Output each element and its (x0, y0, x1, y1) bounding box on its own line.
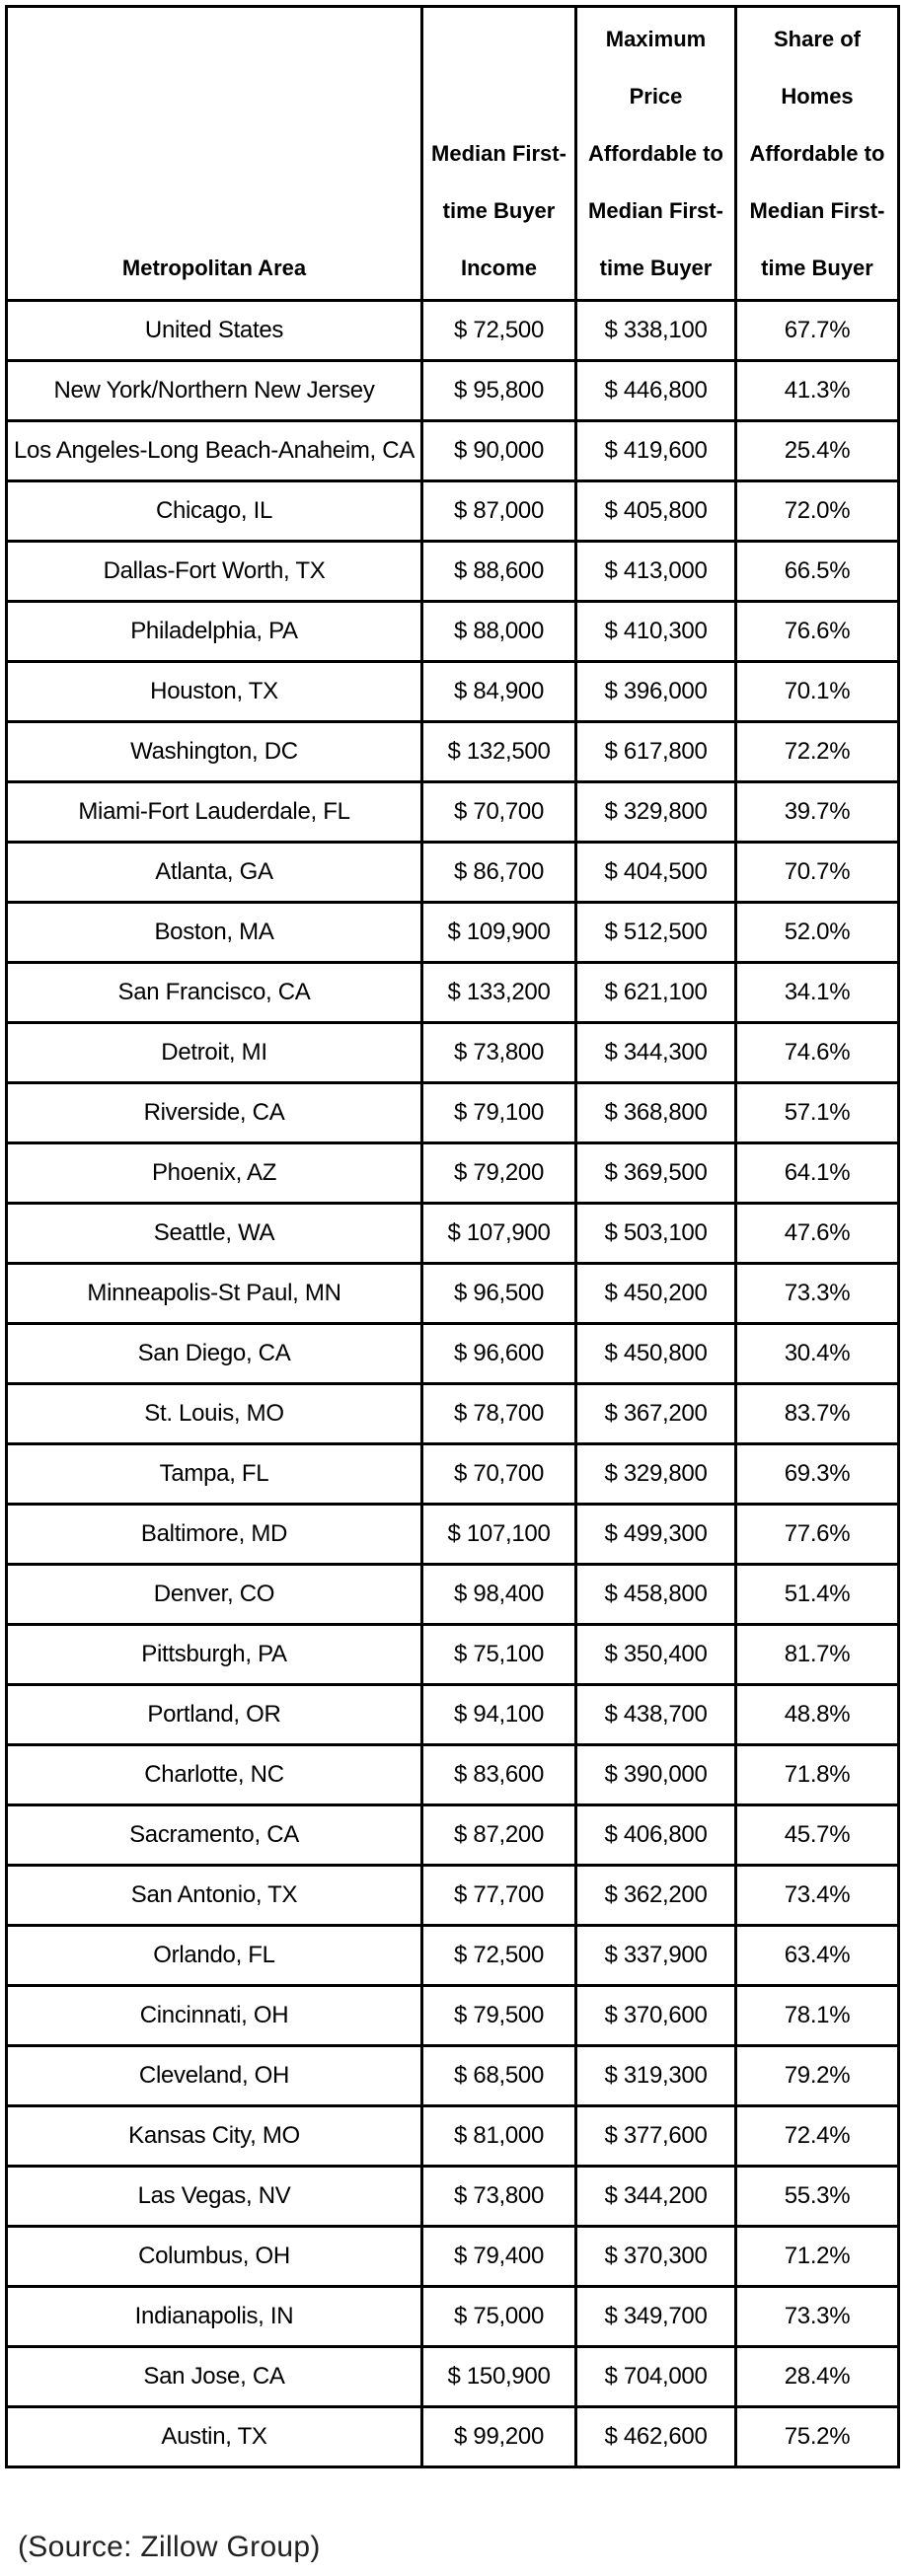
cell-share-affordable: 48.8% (736, 1685, 899, 1745)
cell-median-income: $ 94,100 (422, 1685, 576, 1745)
cell-median-income: $ 73,800 (422, 1023, 576, 1083)
cell-median-income: $ 87,000 (422, 481, 576, 542)
cell-median-income: $ 107,900 (422, 1204, 576, 1264)
cell-metropolitan-area: Las Vegas, NV (7, 2167, 422, 2227)
cell-metropolitan-area: Denver, CO (7, 1565, 422, 1625)
cell-metropolitan-area: Riverside, CA (7, 1083, 422, 1143)
cell-share-affordable: 67.7% (736, 301, 899, 361)
cell-max-affordable-price: $ 370,600 (576, 1986, 736, 2046)
cell-metropolitan-area: Columbus, OH (7, 2227, 422, 2287)
table-row (7, 1926, 899, 1986)
table-row (7, 542, 899, 602)
cell-share-affordable: 81.7% (736, 1625, 899, 1685)
cell-metropolitan-area: United States (7, 301, 422, 361)
header-share-affordable: Share of Homes Affordable to Median First-time Buyer (736, 7, 899, 301)
cell-max-affordable-price: $ 446,800 (576, 361, 736, 421)
cell-max-affordable-price: $ 337,900 (576, 1926, 736, 1986)
table-row (7, 1204, 899, 1264)
cell-max-affordable-price: $ 377,600 (576, 2106, 736, 2167)
cell-metropolitan-area: St. Louis, MO (7, 1384, 422, 1444)
cell-share-affordable: 55.3% (736, 2167, 899, 2227)
table-row (7, 2287, 899, 2347)
cell-share-affordable: 70.7% (736, 843, 899, 903)
cell-median-income: $ 96,500 (422, 1264, 576, 1324)
header-metropolitan-area: Metropolitan Area (7, 7, 422, 301)
table-row (7, 2106, 899, 2167)
cell-median-income: $ 95,800 (422, 361, 576, 421)
cell-median-income: $ 133,200 (422, 963, 576, 1023)
cell-median-income: $ 107,100 (422, 1505, 576, 1565)
cell-max-affordable-price: $ 405,800 (576, 481, 736, 542)
table-row (7, 1444, 899, 1505)
cell-metropolitan-area: Cincinnati, OH (7, 1986, 422, 2046)
table-row (7, 1986, 899, 2046)
cell-median-income: $ 81,000 (422, 2106, 576, 2167)
cell-share-affordable: 73.3% (736, 1264, 899, 1324)
cell-median-income: $ 150,900 (422, 2347, 576, 2407)
cell-max-affordable-price: $ 404,500 (576, 843, 736, 903)
cell-max-affordable-price: $ 499,300 (576, 1505, 736, 1565)
cell-share-affordable: 45.7% (736, 1805, 899, 1866)
cell-median-income: $ 70,700 (422, 782, 576, 843)
cell-metropolitan-area: Sacramento, CA (7, 1805, 422, 1866)
table-row (7, 1505, 899, 1565)
cell-share-affordable: 66.5% (736, 542, 899, 602)
table-row (7, 481, 899, 542)
cell-share-affordable: 41.3% (736, 361, 899, 421)
cell-metropolitan-area: San Antonio, TX (7, 1866, 422, 1926)
cell-median-income: $ 83,600 (422, 1745, 576, 1805)
cell-median-income: $ 88,600 (422, 542, 576, 602)
cell-share-affordable: 47.6% (736, 1204, 899, 1264)
cell-share-affordable: 71.2% (736, 2227, 899, 2287)
cell-max-affordable-price: $ 362,200 (576, 1866, 736, 1926)
cell-metropolitan-area: Phoenix, AZ (7, 1143, 422, 1204)
cell-median-income: $ 99,200 (422, 2407, 576, 2467)
cell-share-affordable: 78.1% (736, 1986, 899, 2046)
cell-median-income: $ 77,700 (422, 1866, 576, 1926)
cell-max-affordable-price: $ 458,800 (576, 1565, 736, 1625)
source-note: (Source: Zillow Group) (18, 2531, 321, 2563)
table-row (7, 1384, 899, 1444)
cell-max-affordable-price: $ 450,200 (576, 1264, 736, 1324)
table-row (7, 1264, 899, 1324)
cell-max-affordable-price: $ 369,500 (576, 1143, 736, 1204)
cell-max-affordable-price: $ 329,800 (576, 782, 736, 843)
cell-max-affordable-price: $ 390,000 (576, 1745, 736, 1805)
cell-max-affordable-price: $ 338,100 (576, 301, 736, 361)
cell-max-affordable-price: $ 704,000 (576, 2347, 736, 2407)
table-row (7, 2046, 899, 2106)
table-row (7, 782, 899, 843)
cell-share-affordable: 63.4% (736, 1926, 899, 1986)
cell-max-affordable-price: $ 413,000 (576, 542, 736, 602)
cell-max-affordable-price: $ 344,300 (576, 1023, 736, 1083)
cell-metropolitan-area: Cleveland, OH (7, 2046, 422, 2106)
cell-metropolitan-area: Miami-Fort Lauderdale, FL (7, 782, 422, 843)
table-row (7, 1143, 899, 1204)
cell-max-affordable-price: $ 621,100 (576, 963, 736, 1023)
cell-median-income: $ 79,200 (422, 1143, 576, 1204)
table-row (7, 1685, 899, 1745)
table-row (7, 1745, 899, 1805)
cell-max-affordable-price: $ 367,200 (576, 1384, 736, 1444)
cell-metropolitan-area: Tampa, FL (7, 1444, 422, 1505)
cell-share-affordable: 25.4% (736, 421, 899, 481)
cell-median-income: $ 87,200 (422, 1805, 576, 1866)
cell-share-affordable: 73.3% (736, 2287, 899, 2347)
cell-median-income: $ 68,500 (422, 2046, 576, 2106)
cell-share-affordable: 73.4% (736, 1866, 899, 1926)
cell-share-affordable: 77.6% (736, 1505, 899, 1565)
cell-median-income: $ 98,400 (422, 1565, 576, 1625)
cell-max-affordable-price: $ 512,500 (576, 903, 736, 963)
cell-metropolitan-area: Atlanta, GA (7, 843, 422, 903)
cell-share-affordable: 34.1% (736, 963, 899, 1023)
cell-max-affordable-price: $ 319,300 (576, 2046, 736, 2106)
table-row (7, 421, 899, 481)
cell-metropolitan-area: San Francisco, CA (7, 963, 422, 1023)
table-row (7, 301, 899, 361)
cell-metropolitan-area: Baltimore, MD (7, 1505, 422, 1565)
cell-metropolitan-area: Minneapolis-St Paul, MN (7, 1264, 422, 1324)
cell-median-income: $ 72,500 (422, 301, 576, 361)
cell-share-affordable: 70.1% (736, 662, 899, 722)
cell-median-income: $ 75,000 (422, 2287, 576, 2347)
cell-median-income: $ 72,500 (422, 1926, 576, 1986)
cell-max-affordable-price: $ 450,800 (576, 1324, 736, 1384)
cell-metropolitan-area: Detroit, MI (7, 1023, 422, 1083)
header-max-affordable-price: Maximum Price Affordable to Median First-time Buyer (576, 7, 736, 301)
cell-metropolitan-area: New York/Northern New Jersey (7, 361, 422, 421)
table-row (7, 843, 899, 903)
cell-metropolitan-area: Kansas City, MO (7, 2106, 422, 2167)
table-row (7, 1625, 899, 1685)
cell-share-affordable: 76.6% (736, 602, 899, 662)
cell-median-income: $ 79,100 (422, 1083, 576, 1143)
cell-share-affordable: 51.4% (736, 1565, 899, 1625)
cell-metropolitan-area: San Diego, CA (7, 1324, 422, 1384)
table-row (7, 662, 899, 722)
cell-metropolitan-area: Pittsburgh, PA (7, 1625, 422, 1685)
cell-max-affordable-price: $ 396,000 (576, 662, 736, 722)
cell-max-affordable-price: $ 344,200 (576, 2167, 736, 2227)
cell-median-income: $ 96,600 (422, 1324, 576, 1384)
table-row (7, 2347, 899, 2407)
cell-metropolitan-area: Indianapolis, IN (7, 2287, 422, 2347)
cell-share-affordable: 52.0% (736, 903, 899, 963)
cell-max-affordable-price: $ 462,600 (576, 2407, 736, 2467)
cell-share-affordable: 39.7% (736, 782, 899, 843)
table-row (7, 2407, 899, 2467)
cell-metropolitan-area: Portland, OR (7, 1685, 422, 1745)
cell-share-affordable: 71.8% (736, 1745, 899, 1805)
cell-metropolitan-area: Austin, TX (7, 2407, 422, 2467)
header-median-income: Median First-time Buyer Income (422, 7, 576, 301)
cell-metropolitan-area: San Jose, CA (7, 2347, 422, 2407)
cell-median-income: $ 84,900 (422, 662, 576, 722)
affordability-table (5, 5, 900, 2468)
cell-metropolitan-area: Washington, DC (7, 722, 422, 782)
table-row (7, 602, 899, 662)
cell-metropolitan-area: Charlotte, NC (7, 1745, 422, 1805)
table-row (7, 1083, 899, 1143)
cell-share-affordable: 72.2% (736, 722, 899, 782)
table-row (7, 1866, 899, 1926)
table-row (7, 963, 899, 1023)
cell-share-affordable: 72.4% (736, 2106, 899, 2167)
cell-median-income: $ 75,100 (422, 1625, 576, 1685)
cell-share-affordable: 74.6% (736, 1023, 899, 1083)
table-row (7, 1023, 899, 1083)
cell-share-affordable: 83.7% (736, 1384, 899, 1444)
table-row (7, 1324, 899, 1384)
cell-max-affordable-price: $ 368,800 (576, 1083, 736, 1143)
cell-median-income: $ 132,500 (422, 722, 576, 782)
cell-max-affordable-price: $ 503,100 (576, 1204, 736, 1264)
cell-median-income: $ 79,400 (422, 2227, 576, 2287)
cell-max-affordable-price: $ 370,300 (576, 2227, 736, 2287)
cell-max-affordable-price: $ 406,800 (576, 1805, 736, 1866)
cell-max-affordable-price: $ 438,700 (576, 1685, 736, 1745)
cell-median-income: $ 79,500 (422, 1986, 576, 2046)
cell-max-affordable-price: $ 617,800 (576, 722, 736, 782)
cell-median-income: $ 109,900 (422, 903, 576, 963)
cell-metropolitan-area: Los Angeles-Long Beach-Anaheim, CA (7, 421, 422, 481)
cell-metropolitan-area: Chicago, IL (7, 481, 422, 542)
cell-median-income: $ 73,800 (422, 2167, 576, 2227)
table-row (7, 722, 899, 782)
cell-share-affordable: 69.3% (736, 1444, 899, 1505)
cell-median-income: $ 86,700 (422, 843, 576, 903)
cell-share-affordable: 79.2% (736, 2046, 899, 2106)
cell-share-affordable: 64.1% (736, 1143, 899, 1204)
table-row (7, 1565, 899, 1625)
cell-metropolitan-area: Orlando, FL (7, 1926, 422, 1986)
cell-max-affordable-price: $ 410,300 (576, 602, 736, 662)
header-row (7, 7, 899, 301)
cell-max-affordable-price: $ 349,700 (576, 2287, 736, 2347)
cell-metropolitan-area: Houston, TX (7, 662, 422, 722)
cell-median-income: $ 88,000 (422, 602, 576, 662)
table-row (7, 2227, 899, 2287)
cell-metropolitan-area: Philadelphia, PA (7, 602, 422, 662)
cell-share-affordable: 57.1% (736, 1083, 899, 1143)
cell-share-affordable: 72.0% (736, 481, 899, 542)
cell-share-affordable: 75.2% (736, 2407, 899, 2467)
cell-max-affordable-price: $ 419,600 (576, 421, 736, 481)
cell-share-affordable: 28.4% (736, 2347, 899, 2407)
cell-median-income: $ 78,700 (422, 1384, 576, 1444)
table-body (7, 301, 899, 2467)
cell-median-income: $ 90,000 (422, 421, 576, 481)
cell-max-affordable-price: $ 350,400 (576, 1625, 736, 1685)
cell-max-affordable-price: $ 329,800 (576, 1444, 736, 1505)
cell-metropolitan-area: Boston, MA (7, 903, 422, 963)
cell-metropolitan-area: Seattle, WA (7, 1204, 422, 1264)
table-row (7, 903, 899, 963)
table-row (7, 2167, 899, 2227)
table-row (7, 1805, 899, 1866)
cell-share-affordable: 30.4% (736, 1324, 899, 1384)
cell-metropolitan-area: Dallas-Fort Worth, TX (7, 542, 422, 602)
cell-median-income: $ 70,700 (422, 1444, 576, 1505)
table-row (7, 361, 899, 421)
